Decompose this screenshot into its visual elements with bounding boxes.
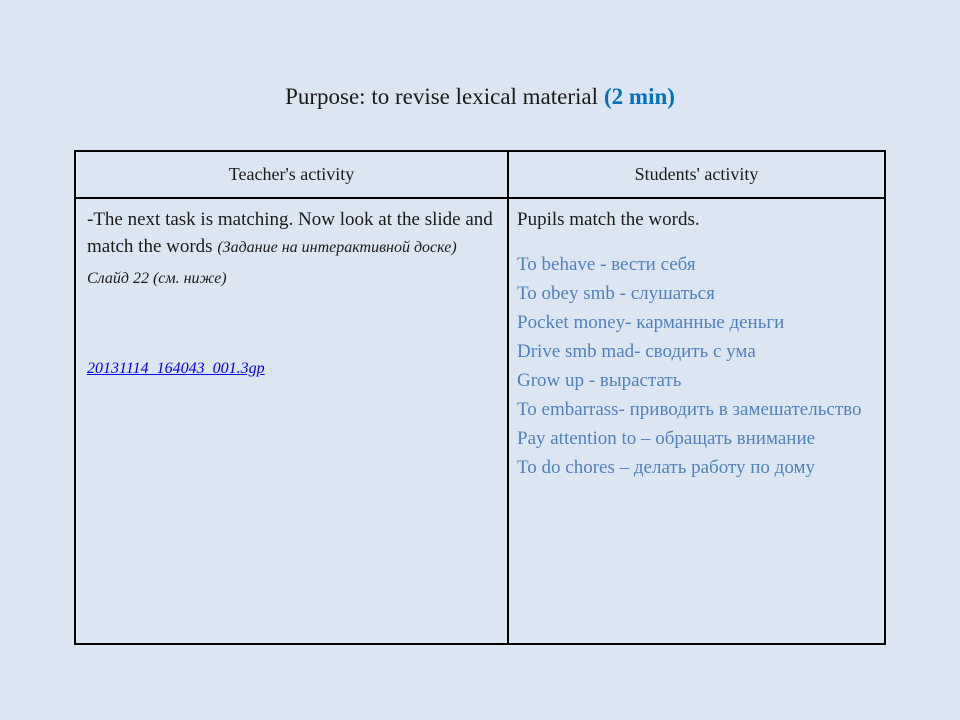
vocab-item: Pocket money- карманные деньги (517, 312, 785, 333)
slide-title-main: Purpose: to revise lexical material (285, 84, 599, 109)
students-intro: Pupils match the words. (517, 209, 700, 230)
teacher-instruction: -The next task is matching. Now look at the slide and match the words (87, 209, 493, 257)
slide-title (0, 82, 960, 112)
video-file-link[interactable]: 20131114_164043_001.3gp (87, 360, 265, 377)
teacher-activity-cell (76, 199, 509, 643)
vocab-item: Pay attention to – обращать внимание (517, 428, 816, 449)
vocab-item: To embarrass- приводить в замешательство (517, 399, 862, 420)
vocab-item: To do chores – делать работу по дому (517, 457, 816, 478)
vocab-item: To obey smb - слушаться (517, 283, 715, 304)
teacher-instruction-note: (Задание на интерактивной доске) (217, 239, 457, 256)
vocab-item: Drive smb mad- сводить с ума (517, 341, 756, 362)
slide-reference: Слайд 22 (см. ниже) (87, 270, 227, 287)
vocab-item: To behave - вести себя (517, 254, 696, 275)
teacher-activity-header: Teacher's activity (76, 152, 509, 199)
slide-title-duration: (2 min) (604, 84, 675, 109)
students-activity-cell (509, 199, 884, 643)
vocabulary-list (517, 250, 874, 482)
students-activity-header: Students' activity (509, 152, 884, 199)
activity-table (74, 150, 886, 645)
vocab-item: Grow up - вырастать (517, 370, 682, 391)
